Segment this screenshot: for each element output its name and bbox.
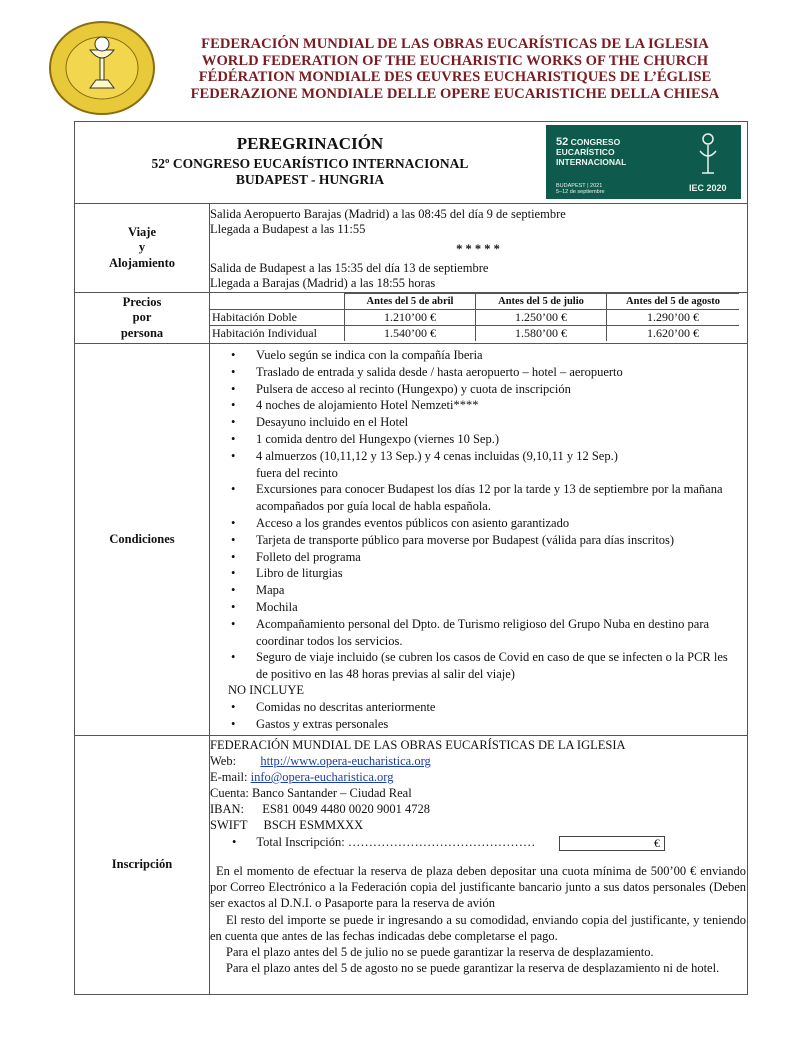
price-cell: 1.540’00 € — [345, 325, 476, 341]
page-location: BUDAPEST - HUNGRIA — [235, 172, 385, 187]
list-item: • Pulsera de acceso al recinto (Hungexpo) y cuota de inscripción — [210, 381, 740, 398]
inscripcion-label: Inscripción — [75, 736, 210, 994]
iban-value: ES81 0049 4480 0020 9001 4728 — [262, 802, 430, 816]
precios-label — [75, 293, 210, 343]
list-item: • 4 almuerzos (10,11,12 y 13 Sep.) y 4 cenas incluidas (9,10,11 y 12 Sep.) fuera del recinto — [210, 448, 740, 482]
table-row — [210, 325, 739, 341]
condiciones-content — [210, 344, 747, 735]
paragraph-julio: Para el plazo antes del 5 de julio no se puede garantizar la reserva de desplazamiento. — [226, 945, 654, 960]
precios-label-line-2: por — [132, 310, 152, 325]
viaje-content — [210, 204, 747, 292]
viaje-line-llegada-budapest: Llegada a Budapest a las 11:55 — [210, 222, 366, 236]
list-item: • Seguro de viaje incluido (se cubren los casos de Covid en caso de que se infecten o la PCR les de positivo en las 48 horas previas al salir del viaje) — [210, 649, 740, 683]
table-row — [210, 309, 739, 325]
price-cell: 1.620’00 € — [607, 325, 740, 341]
congress-date-range: 5–12 de septiembre — [556, 189, 605, 195]
paragraph-rest: El resto del importe se puede ir ingresando a su comodidad, enviando copia del justificante, y teniendo en cuenta que antes de las fechas indicadas debe completarse el pago. — [210, 912, 746, 943]
price-cell: 1.210’00 € — [345, 309, 476, 325]
federation-titles — [175, 36, 735, 102]
email-label: E-mail: — [210, 770, 248, 784]
inscripcion-content — [210, 736, 747, 994]
price-table — [210, 293, 739, 341]
viaje-line-salida-madrid: Salida Aeropuerto Barajas (Madrid) a las 08:45 del día 9 de septiembre — [210, 207, 566, 221]
inscripcion-row — [75, 736, 747, 994]
list-item: • Libro de liturgias — [210, 565, 740, 582]
list-item: • Acceso a los grandes eventos públicos con asiento garantizado — [210, 515, 740, 532]
price-col-header: Antes del 5 de agosto — [607, 294, 740, 310]
iban-line — [210, 802, 430, 817]
inscripcion-org: FEDERACIÓN MUNDIAL DE LAS OBRAS EUCARÍSTICAS DE LA IGLESIA — [210, 738, 626, 752]
list-item: • Traslado de entrada y salida desde / hasta aeropuerto – hotel – aeropuerto — [210, 364, 740, 381]
price-col-header: Antes del 5 de abril — [345, 294, 476, 310]
federation-title-en: WORLD FEDERATION OF THE EUCHARISTIC WORKS OF THE CHURCH — [201, 52, 709, 69]
swift-line — [210, 818, 363, 833]
paragraph-deposit: En el momento de efectuar la reserva de plaza deben depositar una cuota mínima de 500’00 € enviando por Correo Electrónico a la Federación copia del justificante bancario junto a sus datos personales (Deben ser exactos al D.N.I. o Pasaporte para la reserva de avión — [210, 864, 746, 911]
list-item: • Comidas no descritas anteriormente — [210, 699, 740, 716]
iec-label: IEC 2020 — [689, 183, 727, 193]
federation-title-fr: FÉDÉRATION MONDIALE DES ŒUVRES EUCHARISTIQUES DE L’ÉGLISE — [198, 69, 712, 85]
viaje-line-llegada-madrid: Llegada a Barajas (Madrid) a las 18:55 horas — [210, 276, 436, 290]
precios-label-line-1: Precios — [122, 294, 162, 309]
list-item: • 4 noches de alojamiento Hotel Nemzeti**** — [210, 397, 740, 414]
price-row-name: Habitación Doble — [210, 309, 345, 325]
price-table-corner — [210, 294, 345, 310]
precios-label-line-3: persona — [120, 325, 164, 340]
price-col-header: Antes del 5 de julio — [476, 294, 607, 310]
swift-value: BSCH ESMMXXX — [263, 818, 364, 832]
congress-banner — [546, 125, 741, 199]
list-item: • Vuelo según se indica con la compañía Iberia — [210, 347, 740, 364]
cuenta-line: Cuenta: Banco Santander – Ciudad Real — [210, 786, 412, 800]
viaje-label-line-3: Alojamiento — [109, 255, 175, 270]
viaje-label-line-1: Viaje — [128, 224, 156, 239]
web-line — [210, 754, 431, 769]
viaje-label-line-2: y — [138, 240, 146, 255]
total-bullet: • — [232, 835, 237, 849]
precios-content — [210, 293, 747, 343]
list-item: • Excursiones para conocer Budapest los días 12 por la tarde y 13 de septiembre por la mañana acompañados por guía local de habla española. — [210, 481, 740, 515]
congress-banner-text — [556, 137, 626, 167]
main-form-table — [74, 121, 748, 995]
congress-figure-icon — [696, 133, 720, 179]
condiciones-label: Condiciones — [75, 344, 210, 735]
list-item: • Gastos y extras personales — [210, 716, 740, 733]
precios-row — [75, 293, 747, 344]
viaje-separator: * * * * * — [456, 242, 500, 256]
federation-title-es: FEDERACIÓN MUNDIAL DE LAS OBRAS EUCARÍSTICAS DE LA IGLESIA — [201, 36, 709, 52]
list-item: • Mapa — [210, 582, 740, 599]
total-label: Total Inscripción: ……………………………………… — [256, 835, 536, 849]
header-row — [75, 122, 747, 204]
congress-line-1: CONGRESO — [570, 137, 621, 147]
federation-title-it: FEDERAZIONE MONDIALE DELLE OPERE EUCARISTICHE DELLA CHIESA — [190, 85, 720, 102]
congress-line-2: EUCARÍSTICO — [556, 147, 615, 157]
price-row-name: Habitación Individual — [210, 325, 345, 341]
iban-label: IBAN: — [210, 802, 245, 816]
price-cell: 1.250’00 € — [476, 309, 607, 325]
no-incluye-list — [210, 699, 740, 733]
email-link[interactable]: info@opera-eucharistica.org — [250, 770, 394, 784]
price-table-header — [210, 294, 739, 310]
price-cell: 1.580’00 € — [476, 325, 607, 341]
list-item: • Mochila — [210, 599, 740, 616]
viaje-label — [75, 204, 210, 292]
list-item: • Desayuno incluido en el Hotel — [210, 414, 740, 431]
web-label: Web: — [210, 754, 237, 768]
viaje-row — [75, 204, 747, 293]
inscripcion-paragraphs — [210, 863, 746, 976]
congress-line-3: INTERNACIONAL — [556, 157, 627, 167]
no-incluye-label: NO INCLUYE — [228, 683, 305, 697]
congress-dates — [556, 183, 605, 195]
total-amount-field[interactable]: € — [559, 836, 665, 851]
price-cell: 1.290’00 € — [607, 309, 740, 325]
page-subtitle: 52º CONGRESO EUCARÍSTICO INTERNACIONAL — [151, 156, 469, 171]
paragraph-agosto: Para el plazo antes del 5 de agosto no se puede garantizar la reserva de desplazamiento ni de hotel. — [226, 961, 720, 976]
list-item: • Folleto del programa — [210, 549, 740, 566]
viaje-line-salida-budapest: Salida de Budapest a las 15:35 del día 13 de septiembre — [210, 261, 489, 275]
congress-number: 52 — [556, 136, 569, 148]
list-item: • Tarjeta de transporte público para moverse por Budapest (válida para días inscritos) — [210, 532, 740, 549]
congress-city-year: BUDAPEST | 2021 — [556, 183, 603, 189]
page-title: PEREGRINACIÓN — [236, 134, 384, 153]
list-item: • 1 comida dentro del Hungexpo (viernes 10 Sep.) — [210, 431, 740, 448]
condiciones-list — [210, 347, 740, 683]
federation-logo — [46, 18, 158, 118]
email-line — [210, 770, 393, 785]
header-title-block — [75, 136, 545, 188]
swift-label: SWIFT — [210, 818, 248, 832]
total-line — [232, 835, 535, 850]
web-link[interactable]: http://www.opera-eucharistica.org — [260, 754, 431, 768]
list-item: • Acompañamiento personal del Dpto. de Turismo religioso del Grupo Nuba en destino para coordinar todos los servicios. — [210, 616, 740, 650]
condiciones-row — [75, 344, 747, 736]
